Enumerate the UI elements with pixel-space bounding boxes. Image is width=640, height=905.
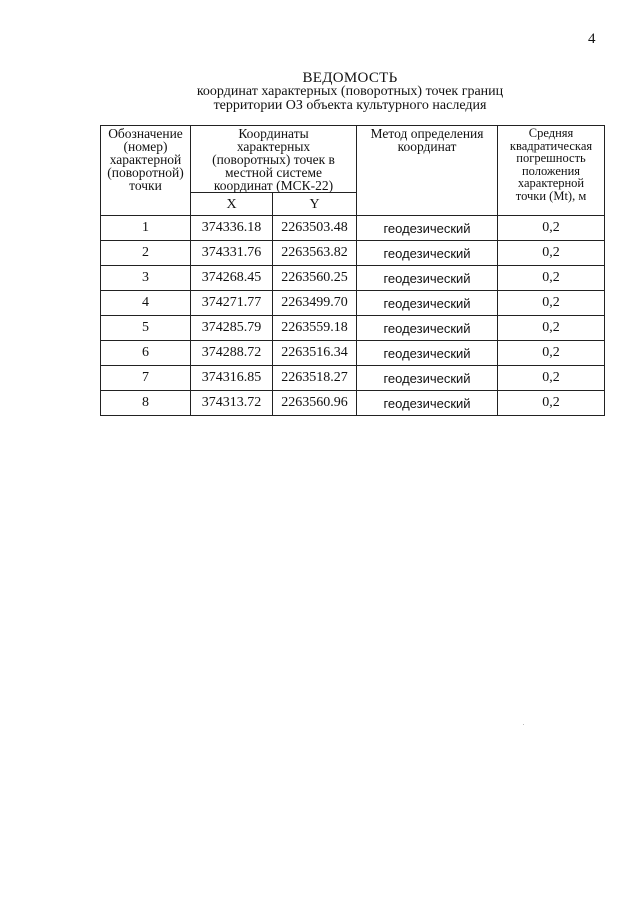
cell-y: 2263560.96 xyxy=(273,391,357,416)
cell-x: 374268.45 xyxy=(191,266,273,291)
cell-x: 374316.85 xyxy=(191,366,273,391)
cell-point-number: 4 xyxy=(101,291,191,316)
cell-method: геодезический xyxy=(357,241,498,266)
cell-error: 0,2 xyxy=(498,366,605,391)
cell-method: геодезический xyxy=(357,391,498,416)
document-subtitle-line-1: координат характерных (поворотных) точек границ xyxy=(196,84,504,99)
cell-point-number: 2 xyxy=(101,241,191,266)
header-designation: Обозначение (номер) характерной (поворотной) точки xyxy=(101,126,191,216)
cell-x: 374331.76 xyxy=(191,241,273,266)
header-y: Y xyxy=(273,193,357,216)
header-coordinates: Координаты характерных (поворотных) точек в местной системе координат (МСК-22) xyxy=(191,126,357,193)
cell-point-number: 1 xyxy=(101,216,191,241)
cell-method: геодезический xyxy=(357,266,498,291)
cell-y: 2263516.34 xyxy=(273,341,357,366)
cell-error: 0,2 xyxy=(498,291,605,316)
header-x: X xyxy=(191,193,273,216)
cell-point-number: 6 xyxy=(101,341,191,366)
cell-point-number: 5 xyxy=(101,316,191,341)
cell-error: 0,2 xyxy=(498,216,605,241)
scan-speck xyxy=(523,724,524,725)
document-subtitle-line-2: территории ОЗ объекта культурного наследия xyxy=(213,98,487,113)
table-row xyxy=(101,241,605,266)
cell-x: 374271.77 xyxy=(191,291,273,316)
cell-x: 374336.18 xyxy=(191,216,273,241)
cell-y: 2263559.18 xyxy=(273,316,357,341)
cell-method: геодезический xyxy=(357,291,498,316)
cell-y: 2263518.27 xyxy=(273,366,357,391)
page-number: 4 xyxy=(588,31,596,47)
cell-x: 374288.72 xyxy=(191,341,273,366)
cell-method: геодезический xyxy=(357,341,498,366)
cell-error: 0,2 xyxy=(498,341,605,366)
cell-y: 2263499.70 xyxy=(273,291,357,316)
cell-error: 0,2 xyxy=(498,391,605,416)
table-row xyxy=(101,216,605,241)
document-header xyxy=(150,71,550,113)
table-row xyxy=(101,341,605,366)
table-row xyxy=(101,266,605,291)
cell-error: 0,2 xyxy=(498,266,605,291)
cell-y: 2263503.48 xyxy=(273,216,357,241)
cell-method: геодезический xyxy=(357,316,498,341)
cell-point-number: 3 xyxy=(101,266,191,291)
table-row xyxy=(101,391,605,416)
table-row xyxy=(101,291,605,316)
cell-point-number: 7 xyxy=(101,366,191,391)
table-row xyxy=(101,316,605,341)
cell-method: геодезический xyxy=(357,366,498,391)
cell-y: 2263563.82 xyxy=(273,241,357,266)
cell-y: 2263560.25 xyxy=(273,266,357,291)
cell-method: геодезический xyxy=(357,216,498,241)
header-method: Метод определения координат xyxy=(357,126,498,216)
cell-error: 0,2 xyxy=(498,241,605,266)
cell-x: 374313.72 xyxy=(191,391,273,416)
cell-x: 374285.79 xyxy=(191,316,273,341)
coordinates-table xyxy=(100,125,605,416)
table-row xyxy=(101,366,605,391)
document-title: ВЕДОМОСТЬ xyxy=(302,70,398,86)
cell-point-number: 8 xyxy=(101,391,191,416)
cell-error: 0,2 xyxy=(498,316,605,341)
header-error: Средняя квадратическая погрешность положения характерной точки (Mt), м xyxy=(498,126,605,216)
